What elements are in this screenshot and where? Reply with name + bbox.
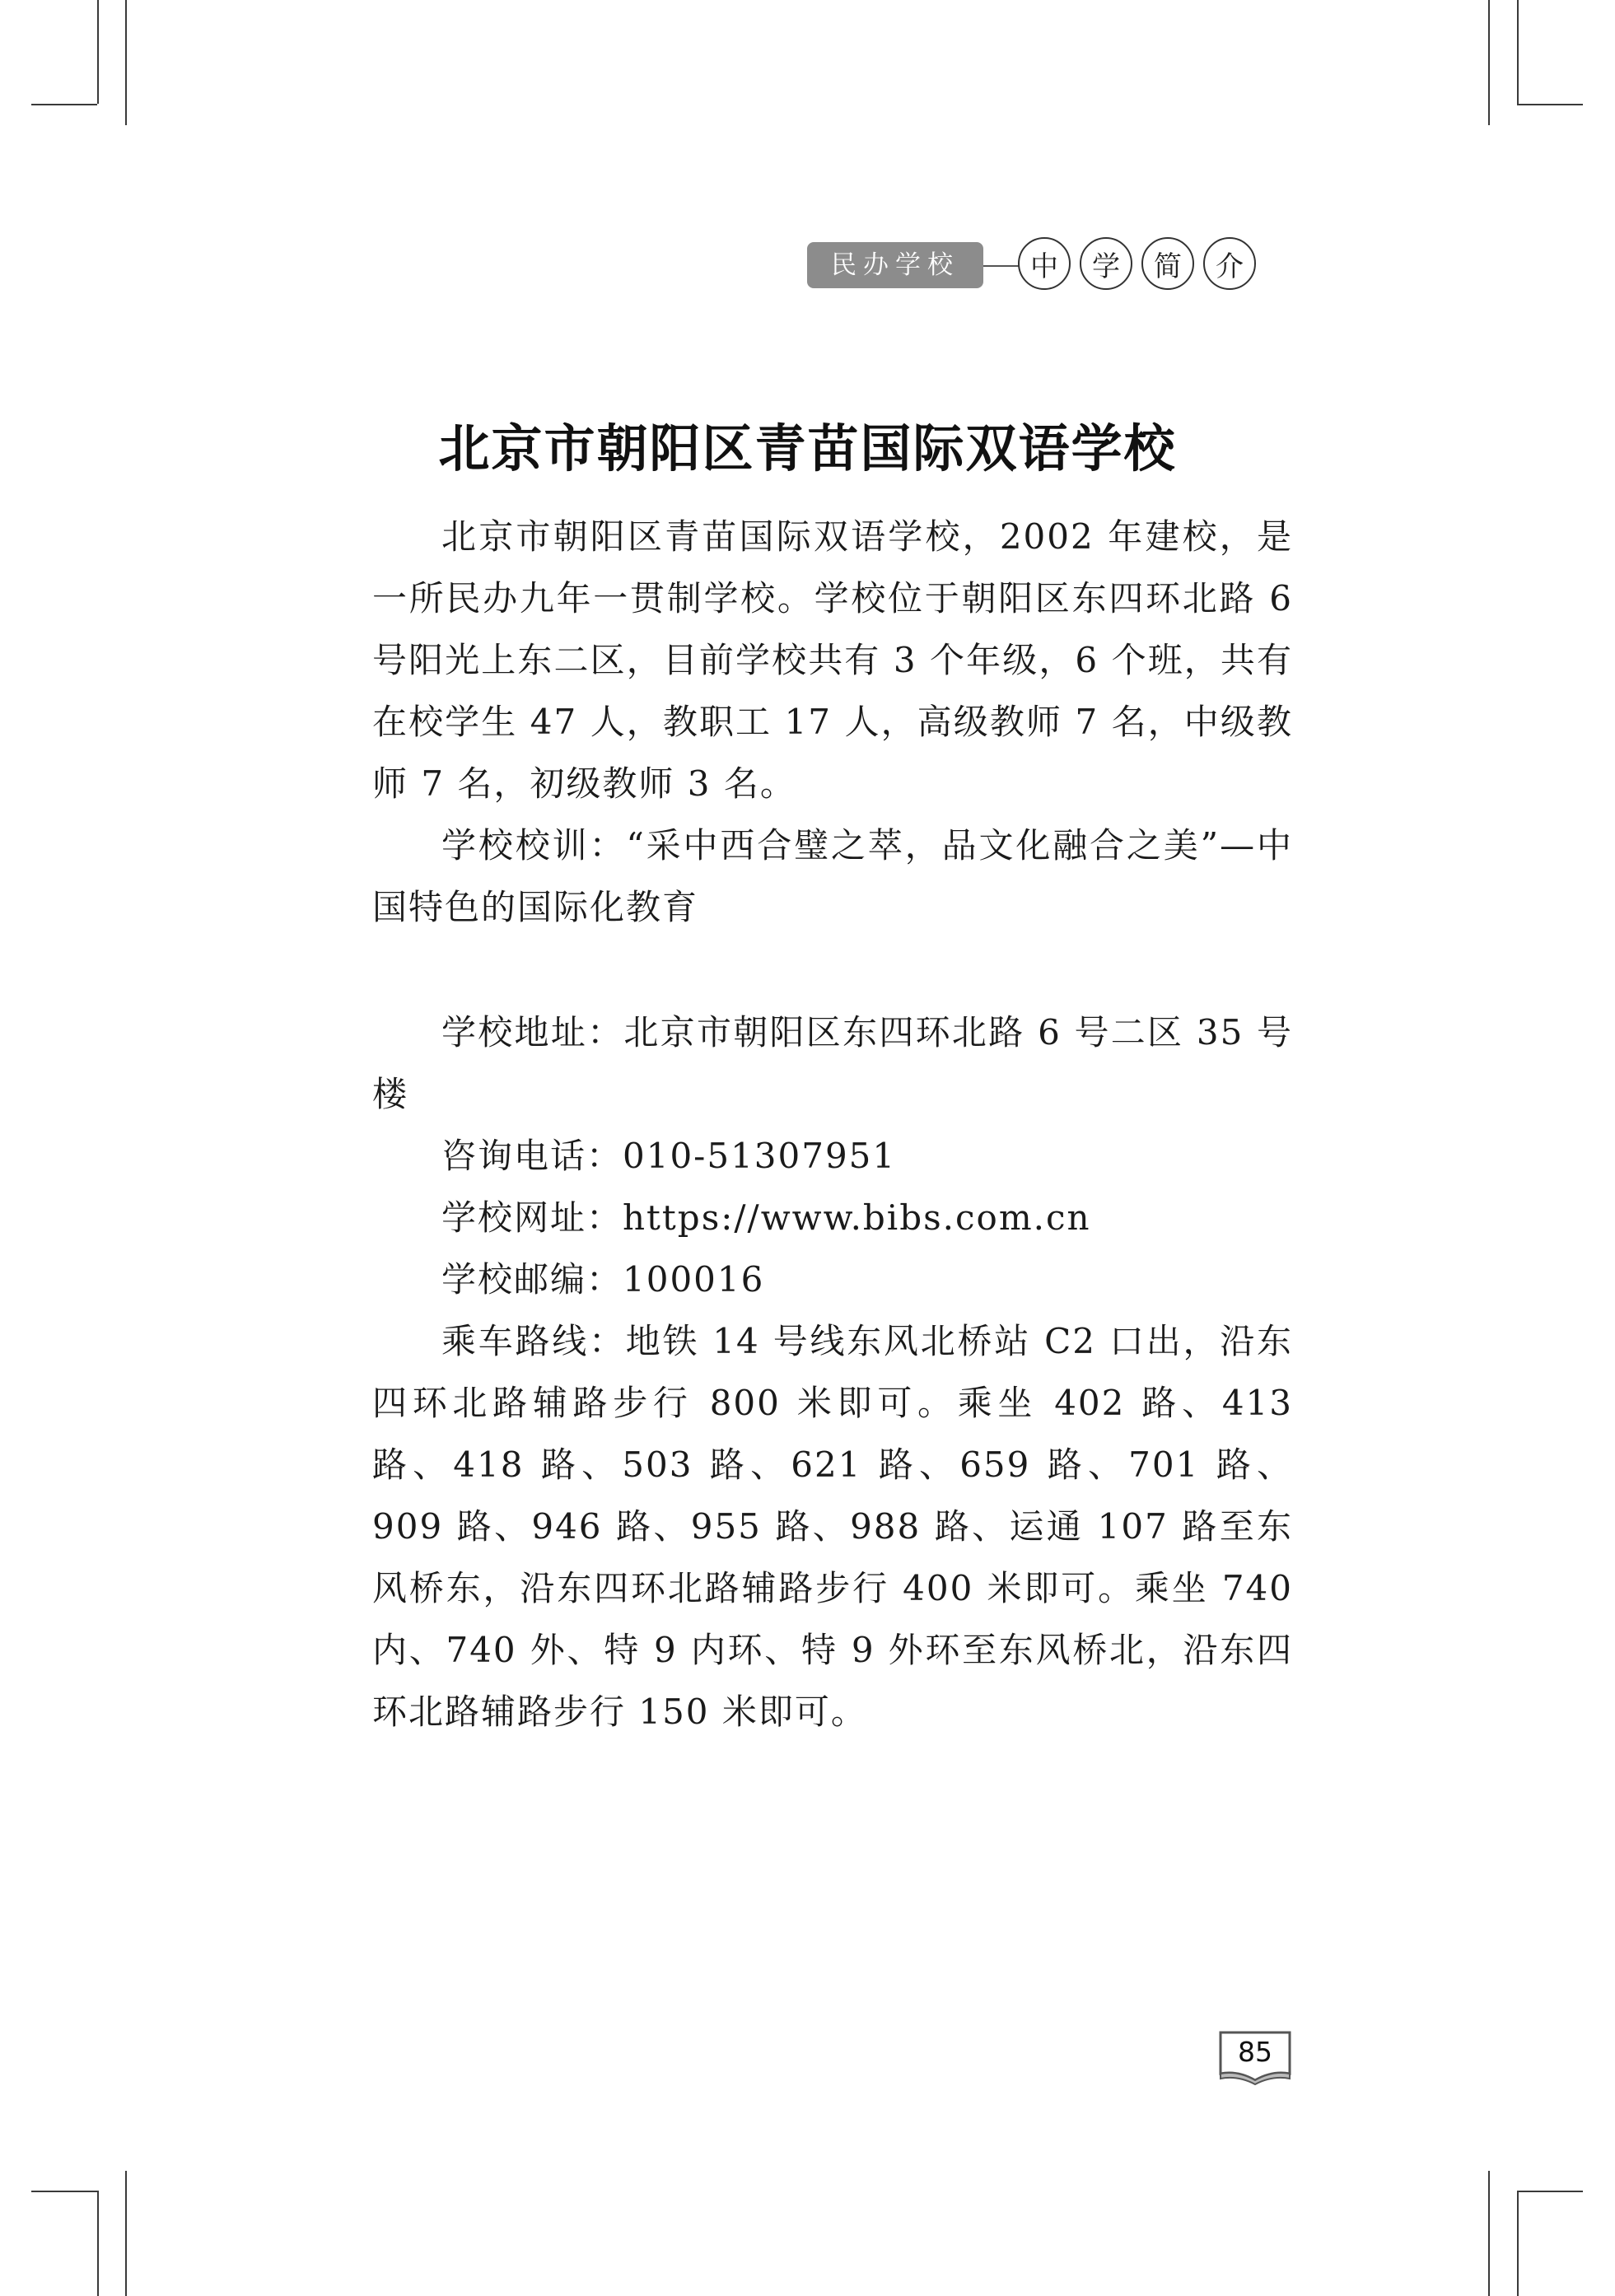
intro-section: [372, 506, 1293, 938]
crop-mark: [31, 2191, 97, 2192]
crop-mark: [1488, 2171, 1490, 2296]
page-number-badge: [1217, 2029, 1293, 2085]
section-char: 简: [1141, 237, 1194, 290]
intro-paragraph: 北京市朝阳区青苗国际双语学校，2002 年建校，是一所民办九年一贯制学校。学校位于朝阳区东四环北路 6 号阳光上东二区，目前学校共有 3 个年级，6 个班，共有在校学生 47 人，教职工 17 人，高级教师 7 名，中级教师 7 名，初级教师 3 名。: [372, 516, 1293, 804]
crop-mark: [1517, 0, 1519, 104]
section-char: 学: [1080, 237, 1132, 290]
website-line: 学校网址：https://www.bibs.com.cn: [441, 1197, 1091, 1238]
crop-mark: [1517, 2191, 1583, 2192]
page-title: 北京市朝阳区青苗国际双语学校: [438, 418, 1177, 478]
crop-mark: [1517, 104, 1583, 105]
motto-paragraph: 学校校训：“采中西合璧之萃，品文化融合之美”—中国特色的国际化教育: [372, 825, 1293, 927]
crop-mark: [97, 2191, 99, 2296]
page-number: 85: [1238, 2036, 1272, 2068]
section-title-circles: [1018, 237, 1256, 290]
crop-mark: [125, 2171, 127, 2296]
contact-info-section: [372, 1001, 1293, 1743]
address-line: 学校地址：北京市朝阳区东四环北路 6 号二区 35 号楼: [372, 1012, 1293, 1114]
crop-mark: [1517, 2191, 1519, 2296]
category-tag: 民办学校: [807, 242, 983, 288]
running-header: [807, 237, 1301, 292]
section-char: 介: [1203, 237, 1256, 290]
section-char: 中: [1018, 237, 1071, 290]
phone-line: 咨询电话：010-51307951: [441, 1136, 897, 1176]
transit-paragraph: 乘车路线：地铁 14 号线东风北桥站 C2 口出，沿东四环北路辅路步行 800 米即可。乘坐 402 路、413 路、418 路、503 路、621 路、659 路、701 路、909 路、946 路、955 路、988 路、运通 107 路至东风桥东，沿东四环北路辅路步行 400 米即可。乘坐 740 内、740 外、特 9 内环、特 9 外环至东风桥北，沿东四环北路辅路步行 150 米即可。: [372, 1321, 1293, 1732]
crop-mark: [1488, 0, 1490, 125]
header-connector-line: [983, 265, 1020, 267]
crop-mark: [97, 0, 99, 104]
crop-mark: [31, 104, 97, 105]
crop-mark: [125, 0, 127, 125]
postcode-line: 学校邮编：100016: [441, 1259, 765, 1300]
